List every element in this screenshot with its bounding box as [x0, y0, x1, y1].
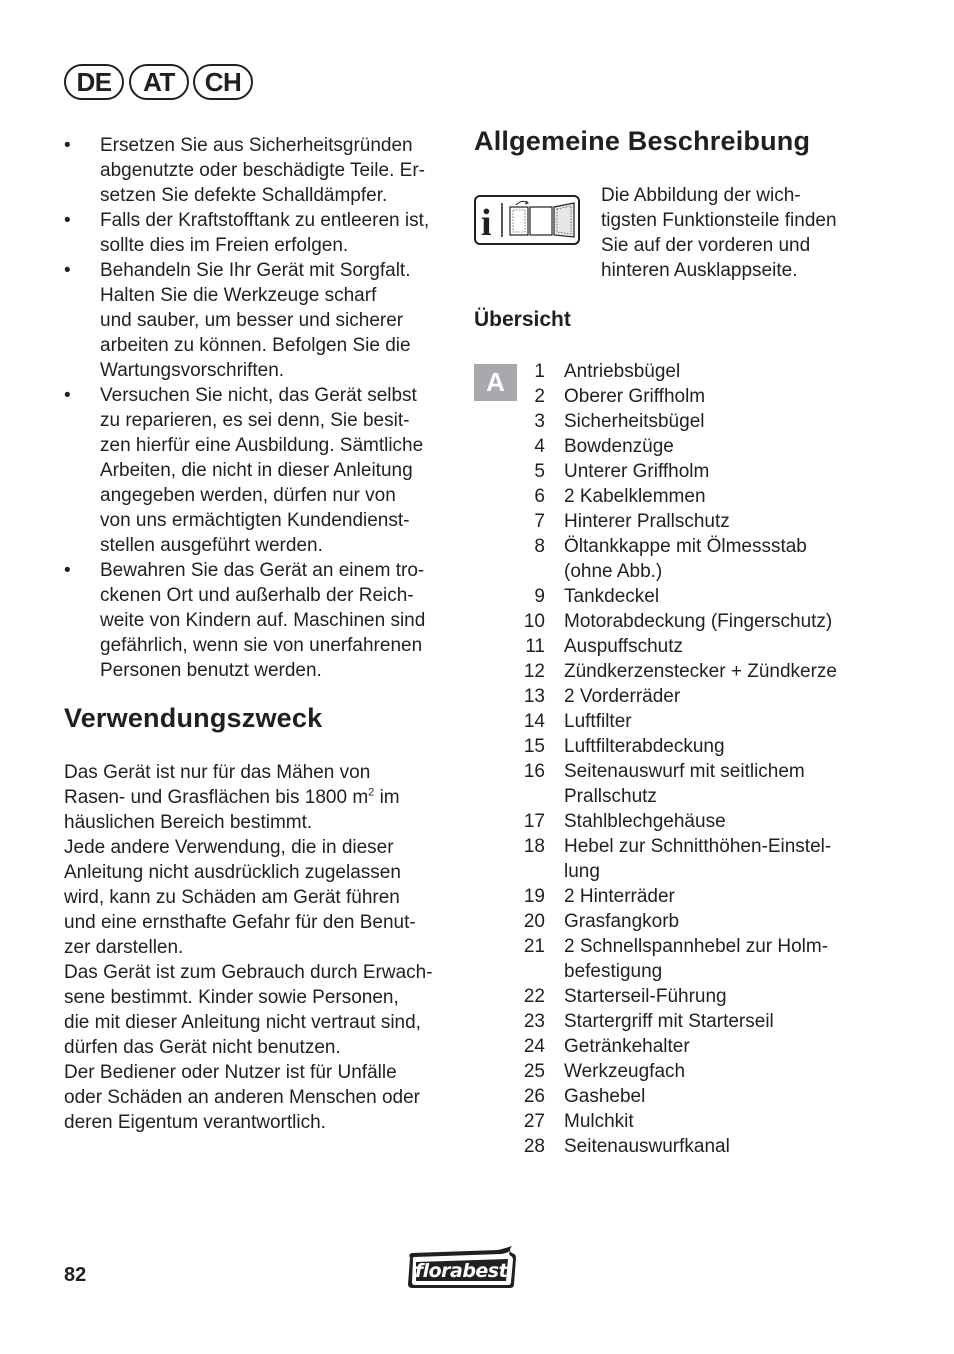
part-number: 12	[523, 661, 545, 682]
part-number: 18	[523, 836, 545, 857]
part-item	[510, 834, 870, 884]
figure-label-a: A	[474, 364, 517, 401]
part-number: 19	[523, 886, 545, 907]
part-name: Motorabdeckung (Fingerschutz)	[564, 611, 833, 632]
part-number: 2	[534, 386, 545, 407]
part-item	[510, 584, 870, 609]
list-item	[64, 258, 452, 383]
part-item	[510, 1059, 870, 1084]
part-name: Luftfilter	[564, 711, 632, 732]
part-item	[510, 534, 870, 584]
part-name: Auspuffschutz	[564, 636, 684, 657]
subsection-title-overview: Übersicht	[474, 308, 571, 331]
part-number: 23	[523, 1011, 545, 1032]
part-name: Mulchkit	[564, 1111, 634, 1132]
part-name: Bowdenzüge	[564, 436, 674, 457]
part-name: 2 Hinterräder	[564, 886, 675, 907]
part-item	[510, 484, 870, 509]
bullet-text: Behandeln Sie Ihr Gerät mit Sorgfalt. Halten Sie die Werkzeuge scharf und sauber, um besser und sicherer arbeiten zu können. Befolgen Sie die Wartungsvorschriften.	[100, 260, 411, 381]
part-number: 16	[523, 761, 545, 782]
part-number: 14	[523, 711, 545, 732]
bullet-icon: •	[64, 260, 71, 281]
page-number: 82	[64, 1264, 87, 1286]
part-number: 13	[523, 686, 545, 707]
part-number: 21	[523, 936, 545, 957]
florabest-logo	[404, 1244, 520, 1292]
part-name: Hebel zur Schnitthöhen-Einstel- lung	[564, 836, 832, 882]
part-number: 22	[523, 986, 545, 1007]
part-item	[510, 1034, 870, 1059]
part-number: 24	[523, 1036, 545, 1057]
bullet-icon: •	[64, 560, 71, 581]
part-item	[510, 459, 870, 484]
section-title-intended-use: Verwendungszweck	[64, 703, 323, 733]
part-item	[510, 609, 870, 634]
superscript: 2	[368, 786, 375, 799]
badge-de: DE	[64, 64, 124, 100]
part-name: Tankdeckel	[564, 586, 660, 607]
intended-use-line1-end: im häuslichen Bereich bestimmt.	[64, 787, 400, 833]
part-item	[510, 359, 870, 384]
part-number: 6	[534, 486, 545, 507]
part-name: Getränkehalter	[564, 1036, 690, 1057]
part-number: 8	[534, 536, 545, 557]
part-item	[510, 1084, 870, 1109]
part-number: 17	[523, 811, 545, 832]
part-name: Oberer Griffholm	[564, 386, 706, 407]
part-item	[510, 634, 870, 659]
intended-use-rest: Jede andere Verwendung, die in dieser Anleitung nicht ausdrücklich zugelassen wird, kann zu Schäden am Gerät führen und eine ernsthafte Gefahr für den Benut- zer darstellen. Das Gerät ist zum Gebrauch durch Erwach- sene bestimmt. Kinder sowie Personen, die mit dieser Anleitung nicht vertraut sind, dürfen das Gerät nicht benutzen. Der Bediener oder Nutzer ist für Unfälle oder Schäden an anderen Menschen oder deren Eigentum verantwortlich.	[64, 837, 433, 1133]
part-number: 28	[523, 1136, 545, 1157]
part-name: Öltankkappe mit Ölmessstab (ohne Abb.)	[564, 536, 807, 582]
part-name: Werkzeugfach	[564, 1061, 686, 1082]
part-number: 26	[523, 1086, 545, 1107]
info-note-text: Die Abbildung der wich- tigsten Funktionsteile finden Sie auf der vorderen und hinteren Ausklappseite.	[601, 185, 837, 281]
part-number: 1	[534, 361, 545, 382]
part-item	[510, 734, 870, 759]
part-item	[510, 759, 870, 809]
badge-ch: CH	[193, 64, 253, 100]
list-item	[64, 558, 452, 683]
bullet-text: Bewahren Sie das Gerät an einem tro- ckenen Ort und außerhalb der Reich- weite von Kindern auf. Maschinen sind gefährlich, wenn sie von unerfahrenen Personen benutzt werden.	[100, 560, 426, 681]
list-item	[64, 133, 452, 208]
part-number: 15	[523, 736, 545, 757]
part-name: Antriebsbügel	[564, 361, 681, 382]
part-item	[510, 884, 870, 909]
part-number: 7	[534, 511, 545, 532]
bullet-text: Ersetzen Sie aus Sicherheitsgründen abgenutzte oder beschädigte Teile. Er- setzen Sie defekte Schalldämpfer.	[100, 135, 425, 206]
part-number: 3	[534, 411, 545, 432]
part-item	[510, 1109, 870, 1134]
part-name: Zündkerzenstecker + Zündkerze	[564, 661, 837, 682]
part-name: Unterer Griffholm	[564, 461, 710, 482]
part-item	[510, 409, 870, 434]
part-name: Grasfangkorb	[564, 911, 680, 932]
part-number: 4	[534, 436, 545, 457]
bullet-text: Versuchen Sie nicht, das Gerät selbst zu reparieren, es sei denn, Sie besit- zen hierfür eine Ausbildung. Sämtliche Arbeiten, die nicht in dieser Anleitung angegeben werden, dürfen nur von von uns ermächtigten Kundendienst- stellen ausgeführt werden.	[100, 385, 424, 556]
info-fold-out-page-icon	[474, 195, 580, 245]
part-name: 2 Vorderräder	[564, 686, 681, 707]
part-name: 2 Schnellspannhebel zur Holm- befestigung	[564, 936, 829, 982]
bullet-text: Falls der Kraftstofftank zu entleeren ist, sollte dies im Freien erfolgen.	[100, 210, 430, 256]
part-name: Seitenauswurfkanal	[564, 1136, 730, 1157]
part-item	[510, 434, 870, 459]
badge-at: AT	[129, 64, 189, 100]
bullet-icon: •	[64, 135, 71, 156]
bullet-icon: •	[64, 385, 71, 406]
part-number: 5	[534, 461, 545, 482]
part-item	[510, 659, 870, 684]
list-item	[64, 383, 452, 558]
part-item	[510, 509, 870, 534]
part-number: 20	[523, 911, 545, 932]
part-item	[510, 984, 870, 1009]
list-item	[64, 208, 452, 258]
part-item	[510, 934, 870, 984]
part-number: 27	[523, 1111, 545, 1132]
part-item	[510, 1134, 870, 1159]
part-item	[510, 684, 870, 709]
part-name: Gashebel	[564, 1086, 646, 1107]
part-name: Starterseil-Führung	[564, 986, 727, 1007]
part-name: Seitenauswurf mit seitlichem Prallschutz	[564, 761, 805, 807]
part-name: 2 Kabelklemmen	[564, 486, 706, 507]
intended-use-line1: Das Gerät ist nur für das Mähen von Rasen- und Grasflächen bis 1800 m	[64, 762, 371, 808]
part-name: Sicherheitsbügel	[564, 411, 705, 432]
part-number: 11	[525, 636, 545, 657]
part-item	[510, 909, 870, 934]
parts-list	[510, 359, 870, 1159]
part-name: Stahlblechgehäuse	[564, 811, 726, 832]
part-item	[510, 384, 870, 409]
part-number: 25	[523, 1061, 545, 1082]
part-name: Startergriff mit Starterseil	[564, 1011, 774, 1032]
part-item	[510, 1009, 870, 1034]
part-name: Hinterer Prallschutz	[564, 511, 730, 532]
intended-use-text	[64, 760, 454, 1135]
svg-text:i: i	[481, 202, 492, 243]
section-title-general-description: Allgemeine Beschreibung	[474, 126, 811, 156]
svg-text:florabest: florabest	[414, 1260, 508, 1282]
safety-bullet-list	[64, 133, 452, 683]
part-name: Luftfilterabdeckung	[564, 736, 725, 757]
part-number: 9	[534, 586, 545, 607]
part-item	[510, 809, 870, 834]
bullet-icon: •	[64, 210, 71, 231]
part-item	[510, 709, 870, 734]
part-number: 10	[523, 611, 545, 632]
